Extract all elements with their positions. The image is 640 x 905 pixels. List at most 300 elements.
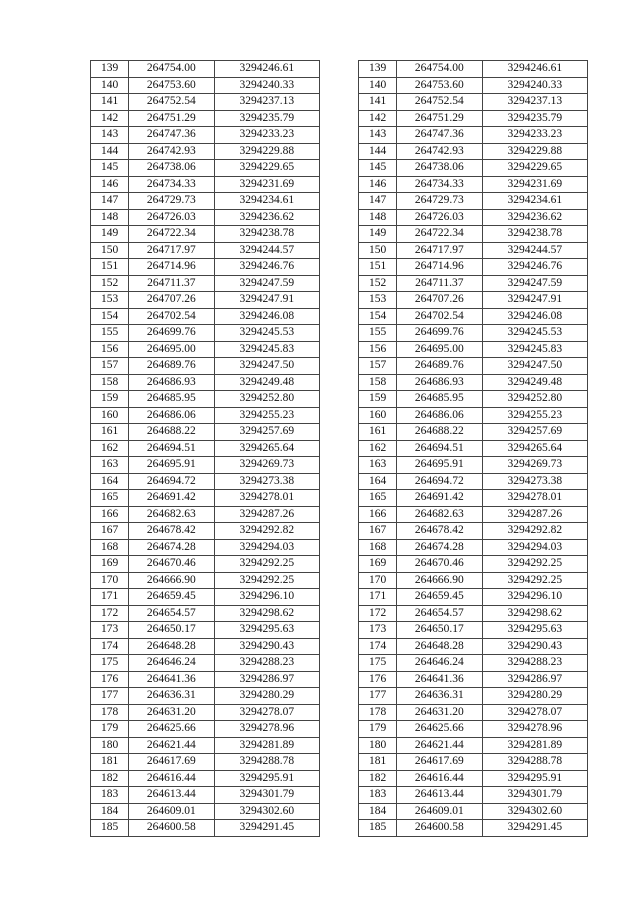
y-coordinate-cell: 3294288.78 xyxy=(214,754,319,771)
x-coordinate-cell: 264621.44 xyxy=(129,737,214,754)
y-coordinate-cell: 3294273.38 xyxy=(214,473,319,490)
point-number-cell: 162 xyxy=(359,440,397,457)
y-coordinate-cell: 3294252.80 xyxy=(214,391,319,408)
y-coordinate-cell: 3294246.76 xyxy=(214,259,319,276)
y-coordinate-cell: 3294229.88 xyxy=(214,143,319,160)
y-coordinate-cell: 3294286.97 xyxy=(482,671,587,688)
point-number-cell: 145 xyxy=(91,160,129,177)
x-coordinate-cell: 264636.31 xyxy=(129,688,214,705)
table-row xyxy=(91,358,320,375)
point-number-cell: 170 xyxy=(91,572,129,589)
table-row xyxy=(91,209,320,226)
table-row xyxy=(359,803,588,820)
x-coordinate-cell: 264689.76 xyxy=(397,358,482,375)
table-row xyxy=(91,638,320,655)
table-row xyxy=(91,127,320,144)
y-coordinate-cell: 3294288.23 xyxy=(214,655,319,672)
x-coordinate-cell: 264600.58 xyxy=(397,820,482,837)
table-row xyxy=(91,589,320,606)
y-coordinate-cell: 3294231.69 xyxy=(214,176,319,193)
point-number-cell: 155 xyxy=(91,325,129,342)
x-coordinate-cell: 264648.28 xyxy=(129,638,214,655)
point-number-cell: 165 xyxy=(359,490,397,507)
x-coordinate-cell: 264659.45 xyxy=(397,589,482,606)
x-coordinate-cell: 264674.28 xyxy=(397,539,482,556)
y-coordinate-cell: 3294240.33 xyxy=(482,77,587,94)
table-row xyxy=(91,325,320,342)
table-row xyxy=(359,209,588,226)
table-row xyxy=(91,407,320,424)
table-row xyxy=(359,622,588,639)
x-coordinate-cell: 264691.42 xyxy=(397,490,482,507)
x-coordinate-cell: 264699.76 xyxy=(397,325,482,342)
table-row xyxy=(359,820,588,837)
x-coordinate-cell: 264717.97 xyxy=(397,242,482,259)
coordinate-table-body xyxy=(359,61,588,837)
point-number-cell: 153 xyxy=(91,292,129,309)
y-coordinate-cell: 3294234.61 xyxy=(214,193,319,210)
x-coordinate-cell: 264702.54 xyxy=(129,308,214,325)
y-coordinate-cell: 3294247.59 xyxy=(214,275,319,292)
x-coordinate-cell: 264747.36 xyxy=(129,127,214,144)
x-coordinate-cell: 264729.73 xyxy=(397,193,482,210)
y-coordinate-cell: 3294240.33 xyxy=(214,77,319,94)
point-number-cell: 156 xyxy=(359,341,397,358)
point-number-cell: 150 xyxy=(91,242,129,259)
x-coordinate-cell: 264726.03 xyxy=(129,209,214,226)
table-row xyxy=(359,770,588,787)
x-coordinate-cell: 264726.03 xyxy=(397,209,482,226)
x-coordinate-cell: 264691.42 xyxy=(129,490,214,507)
x-coordinate-cell: 264646.24 xyxy=(129,655,214,672)
x-coordinate-cell: 264636.31 xyxy=(397,688,482,705)
x-coordinate-cell: 264714.96 xyxy=(397,259,482,276)
x-coordinate-cell: 264685.95 xyxy=(129,391,214,408)
x-coordinate-cell: 264625.66 xyxy=(129,721,214,738)
table-row xyxy=(359,275,588,292)
point-number-cell: 144 xyxy=(91,143,129,160)
x-coordinate-cell: 264695.91 xyxy=(397,457,482,474)
table-row xyxy=(359,589,588,606)
table-row xyxy=(91,490,320,507)
table-row xyxy=(91,803,320,820)
y-coordinate-cell: 3294234.61 xyxy=(482,193,587,210)
y-coordinate-cell: 3294291.45 xyxy=(214,820,319,837)
x-coordinate-cell: 264689.76 xyxy=(129,358,214,375)
y-coordinate-cell: 3294290.43 xyxy=(482,638,587,655)
x-coordinate-cell: 264695.91 xyxy=(129,457,214,474)
x-coordinate-cell: 264695.00 xyxy=(397,341,482,358)
x-coordinate-cell: 264752.54 xyxy=(397,94,482,111)
x-coordinate-cell: 264650.17 xyxy=(129,622,214,639)
y-coordinate-cell: 3294286.97 xyxy=(214,671,319,688)
y-coordinate-cell: 3294252.80 xyxy=(482,391,587,408)
point-number-cell: 166 xyxy=(359,506,397,523)
table-row xyxy=(91,539,320,556)
table-row xyxy=(91,605,320,622)
table-row xyxy=(91,572,320,589)
point-number-cell: 161 xyxy=(91,424,129,441)
point-number-cell: 168 xyxy=(359,539,397,556)
y-coordinate-cell: 3294292.25 xyxy=(482,572,587,589)
table-row xyxy=(359,721,588,738)
x-coordinate-cell: 264609.01 xyxy=(397,803,482,820)
point-number-cell: 152 xyxy=(359,275,397,292)
y-coordinate-cell: 3294280.29 xyxy=(214,688,319,705)
table-row xyxy=(359,193,588,210)
y-coordinate-cell: 3294245.53 xyxy=(482,325,587,342)
x-coordinate-cell: 264702.54 xyxy=(397,308,482,325)
point-number-cell: 168 xyxy=(91,539,129,556)
point-number-cell: 177 xyxy=(91,688,129,705)
x-coordinate-cell: 264685.95 xyxy=(397,391,482,408)
table-row xyxy=(91,61,320,78)
table-row xyxy=(91,424,320,441)
point-number-cell: 166 xyxy=(91,506,129,523)
x-coordinate-cell: 264646.24 xyxy=(397,655,482,672)
table-row xyxy=(359,424,588,441)
table-row xyxy=(91,820,320,837)
point-number-cell: 173 xyxy=(359,622,397,639)
x-coordinate-cell: 264641.36 xyxy=(397,671,482,688)
y-coordinate-cell: 3294235.79 xyxy=(482,110,587,127)
y-coordinate-cell: 3294247.59 xyxy=(482,275,587,292)
y-coordinate-cell: 3294237.13 xyxy=(214,94,319,111)
table-row xyxy=(91,391,320,408)
table-row xyxy=(91,506,320,523)
table-row xyxy=(91,770,320,787)
y-coordinate-cell: 3294244.57 xyxy=(482,242,587,259)
point-number-cell: 149 xyxy=(91,226,129,243)
point-number-cell: 172 xyxy=(359,605,397,622)
table-row xyxy=(91,341,320,358)
x-coordinate-cell: 264734.33 xyxy=(129,176,214,193)
point-number-cell: 163 xyxy=(359,457,397,474)
coordinate-table-right xyxy=(358,60,588,837)
y-coordinate-cell: 3294244.57 xyxy=(214,242,319,259)
x-coordinate-cell: 264600.58 xyxy=(129,820,214,837)
table-row xyxy=(91,193,320,210)
x-coordinate-cell: 264688.22 xyxy=(397,424,482,441)
point-number-cell: 159 xyxy=(359,391,397,408)
y-coordinate-cell: 3294278.01 xyxy=(214,490,319,507)
y-coordinate-cell: 3294281.89 xyxy=(214,737,319,754)
table-row xyxy=(359,655,588,672)
y-coordinate-cell: 3294233.23 xyxy=(214,127,319,144)
point-number-cell: 154 xyxy=(91,308,129,325)
point-number-cell: 169 xyxy=(91,556,129,573)
y-coordinate-cell: 3294249.48 xyxy=(482,374,587,391)
table-row xyxy=(359,490,588,507)
table-row xyxy=(359,754,588,771)
table-row xyxy=(359,638,588,655)
y-coordinate-cell: 3294291.45 xyxy=(482,820,587,837)
point-number-cell: 174 xyxy=(91,638,129,655)
point-number-cell: 146 xyxy=(359,176,397,193)
point-number-cell: 147 xyxy=(359,193,397,210)
table-row xyxy=(91,160,320,177)
point-number-cell: 169 xyxy=(359,556,397,573)
table-row xyxy=(91,292,320,309)
point-number-cell: 164 xyxy=(91,473,129,490)
y-coordinate-cell: 3294302.60 xyxy=(482,803,587,820)
x-coordinate-cell: 264609.01 xyxy=(129,803,214,820)
y-coordinate-cell: 3294269.73 xyxy=(214,457,319,474)
y-coordinate-cell: 3294247.91 xyxy=(482,292,587,309)
y-coordinate-cell: 3294280.29 xyxy=(482,688,587,705)
point-number-cell: 173 xyxy=(91,622,129,639)
x-coordinate-cell: 264641.36 xyxy=(129,671,214,688)
table-row xyxy=(91,440,320,457)
point-number-cell: 143 xyxy=(359,127,397,144)
x-coordinate-cell: 264617.69 xyxy=(397,754,482,771)
table-row xyxy=(359,242,588,259)
point-number-cell: 158 xyxy=(91,374,129,391)
point-number-cell: 184 xyxy=(91,803,129,820)
y-coordinate-cell: 3294292.25 xyxy=(214,556,319,573)
x-coordinate-cell: 264650.17 xyxy=(397,622,482,639)
y-coordinate-cell: 3294265.64 xyxy=(214,440,319,457)
point-number-cell: 150 xyxy=(359,242,397,259)
x-coordinate-cell: 264695.00 xyxy=(129,341,214,358)
coordinate-table-left xyxy=(90,60,320,837)
point-number-cell: 177 xyxy=(359,688,397,705)
x-coordinate-cell: 264674.28 xyxy=(129,539,214,556)
y-coordinate-cell: 3294288.23 xyxy=(482,655,587,672)
x-coordinate-cell: 264625.66 xyxy=(397,721,482,738)
x-coordinate-cell: 264722.34 xyxy=(129,226,214,243)
y-coordinate-cell: 3294292.25 xyxy=(214,572,319,589)
table-row xyxy=(359,506,588,523)
y-coordinate-cell: 3294301.79 xyxy=(482,787,587,804)
table-row xyxy=(359,143,588,160)
y-coordinate-cell: 3294278.07 xyxy=(482,704,587,721)
table-row xyxy=(359,259,588,276)
x-coordinate-cell: 264694.51 xyxy=(397,440,482,457)
table-row xyxy=(91,737,320,754)
y-coordinate-cell: 3294278.07 xyxy=(214,704,319,721)
point-number-cell: 171 xyxy=(91,589,129,606)
x-coordinate-cell: 264729.73 xyxy=(129,193,214,210)
y-coordinate-cell: 3294278.96 xyxy=(214,721,319,738)
point-number-cell: 167 xyxy=(91,523,129,540)
x-coordinate-cell: 264714.96 xyxy=(129,259,214,276)
point-number-cell: 139 xyxy=(359,61,397,78)
x-coordinate-cell: 264670.46 xyxy=(397,556,482,573)
x-coordinate-cell: 264747.36 xyxy=(397,127,482,144)
y-coordinate-cell: 3294233.23 xyxy=(482,127,587,144)
y-coordinate-cell: 3294229.65 xyxy=(482,160,587,177)
table-row xyxy=(91,622,320,639)
y-coordinate-cell: 3294238.78 xyxy=(482,226,587,243)
table-row xyxy=(359,572,588,589)
table-row xyxy=(91,721,320,738)
y-coordinate-cell: 3294292.82 xyxy=(482,523,587,540)
table-row xyxy=(91,523,320,540)
table-row xyxy=(359,374,588,391)
x-coordinate-cell: 264613.44 xyxy=(397,787,482,804)
point-number-cell: 154 xyxy=(359,308,397,325)
y-coordinate-cell: 3294287.26 xyxy=(214,506,319,523)
x-coordinate-cell: 264678.42 xyxy=(397,523,482,540)
point-number-cell: 143 xyxy=(91,127,129,144)
x-coordinate-cell: 264678.42 xyxy=(129,523,214,540)
point-number-cell: 160 xyxy=(91,407,129,424)
table-row xyxy=(359,110,588,127)
y-coordinate-cell: 3294247.50 xyxy=(482,358,587,375)
y-coordinate-cell: 3294257.69 xyxy=(214,424,319,441)
x-coordinate-cell: 264631.20 xyxy=(397,704,482,721)
table-row xyxy=(91,671,320,688)
x-coordinate-cell: 264694.51 xyxy=(129,440,214,457)
x-coordinate-cell: 264734.33 xyxy=(397,176,482,193)
y-coordinate-cell: 3294296.10 xyxy=(214,589,319,606)
table-row xyxy=(359,407,588,424)
x-coordinate-cell: 264682.63 xyxy=(397,506,482,523)
point-number-cell: 176 xyxy=(91,671,129,688)
table-row xyxy=(359,358,588,375)
y-coordinate-cell: 3294245.83 xyxy=(214,341,319,358)
y-coordinate-cell: 3294278.01 xyxy=(482,490,587,507)
x-coordinate-cell: 264617.69 xyxy=(129,754,214,771)
point-number-cell: 139 xyxy=(91,61,129,78)
table-row xyxy=(91,473,320,490)
point-number-cell: 146 xyxy=(91,176,129,193)
table-row xyxy=(91,275,320,292)
table-row xyxy=(91,704,320,721)
y-coordinate-cell: 3294246.08 xyxy=(214,308,319,325)
x-coordinate-cell: 264688.22 xyxy=(129,424,214,441)
y-coordinate-cell: 3294269.73 xyxy=(482,457,587,474)
point-number-cell: 141 xyxy=(359,94,397,111)
point-number-cell: 178 xyxy=(91,704,129,721)
x-coordinate-cell: 264654.57 xyxy=(129,605,214,622)
y-coordinate-cell: 3294298.62 xyxy=(214,605,319,622)
y-coordinate-cell: 3294247.91 xyxy=(214,292,319,309)
x-coordinate-cell: 264717.97 xyxy=(129,242,214,259)
table-row xyxy=(359,440,588,457)
x-coordinate-cell: 264659.45 xyxy=(129,589,214,606)
point-number-cell: 142 xyxy=(359,110,397,127)
point-number-cell: 151 xyxy=(91,259,129,276)
point-number-cell: 172 xyxy=(91,605,129,622)
point-number-cell: 181 xyxy=(91,754,129,771)
point-number-cell: 152 xyxy=(91,275,129,292)
y-coordinate-cell: 3294292.25 xyxy=(482,556,587,573)
table-row xyxy=(359,704,588,721)
point-number-cell: 182 xyxy=(91,770,129,787)
y-coordinate-cell: 3294295.63 xyxy=(482,622,587,639)
table-row xyxy=(91,77,320,94)
point-number-cell: 158 xyxy=(359,374,397,391)
y-coordinate-cell: 3294246.61 xyxy=(482,61,587,78)
x-coordinate-cell: 264742.93 xyxy=(129,143,214,160)
table-row xyxy=(91,374,320,391)
y-coordinate-cell: 3294298.62 xyxy=(482,605,587,622)
table-row xyxy=(359,160,588,177)
table-row xyxy=(359,737,588,754)
point-number-cell: 151 xyxy=(359,259,397,276)
point-number-cell: 174 xyxy=(359,638,397,655)
table-row xyxy=(359,61,588,78)
y-coordinate-cell: 3294235.79 xyxy=(214,110,319,127)
x-coordinate-cell: 264754.00 xyxy=(397,61,482,78)
x-coordinate-cell: 264738.06 xyxy=(129,160,214,177)
y-coordinate-cell: 3294246.76 xyxy=(482,259,587,276)
table-row xyxy=(359,671,588,688)
point-number-cell: 157 xyxy=(359,358,397,375)
table-row xyxy=(91,787,320,804)
x-coordinate-cell: 264752.54 xyxy=(129,94,214,111)
y-coordinate-cell: 3294295.91 xyxy=(482,770,587,787)
point-number-cell: 182 xyxy=(359,770,397,787)
point-number-cell: 183 xyxy=(91,787,129,804)
point-number-cell: 165 xyxy=(91,490,129,507)
point-number-cell: 155 xyxy=(359,325,397,342)
x-coordinate-cell: 264694.72 xyxy=(397,473,482,490)
point-number-cell: 163 xyxy=(91,457,129,474)
y-coordinate-cell: 3294287.26 xyxy=(482,506,587,523)
table-row xyxy=(359,176,588,193)
table-row xyxy=(91,94,320,111)
point-number-cell: 170 xyxy=(359,572,397,589)
point-number-cell: 181 xyxy=(359,754,397,771)
table-row xyxy=(91,143,320,160)
point-number-cell: 162 xyxy=(91,440,129,457)
table-row xyxy=(359,94,588,111)
table-row xyxy=(91,226,320,243)
point-number-cell: 164 xyxy=(359,473,397,490)
y-coordinate-cell: 3294302.60 xyxy=(214,803,319,820)
point-number-cell: 178 xyxy=(359,704,397,721)
x-coordinate-cell: 264682.63 xyxy=(129,506,214,523)
point-number-cell: 153 xyxy=(359,292,397,309)
x-coordinate-cell: 264631.20 xyxy=(129,704,214,721)
point-number-cell: 144 xyxy=(359,143,397,160)
x-coordinate-cell: 264707.26 xyxy=(397,292,482,309)
x-coordinate-cell: 264694.72 xyxy=(129,473,214,490)
table-row xyxy=(359,539,588,556)
table-row xyxy=(91,688,320,705)
y-coordinate-cell: 3294246.08 xyxy=(482,308,587,325)
x-coordinate-cell: 264686.93 xyxy=(129,374,214,391)
table-row xyxy=(91,556,320,573)
y-coordinate-cell: 3294294.03 xyxy=(214,539,319,556)
point-number-cell: 171 xyxy=(359,589,397,606)
y-coordinate-cell: 3294236.62 xyxy=(214,209,319,226)
table-row xyxy=(359,523,588,540)
y-coordinate-cell: 3294255.23 xyxy=(482,407,587,424)
point-number-cell: 157 xyxy=(91,358,129,375)
y-coordinate-cell: 3294237.13 xyxy=(482,94,587,111)
y-coordinate-cell: 3294273.38 xyxy=(482,473,587,490)
table-row xyxy=(91,655,320,672)
table-row xyxy=(359,605,588,622)
y-coordinate-cell: 3294229.65 xyxy=(214,160,319,177)
table-row xyxy=(359,341,588,358)
y-coordinate-cell: 3294288.78 xyxy=(482,754,587,771)
y-coordinate-cell: 3294229.88 xyxy=(482,143,587,160)
table-row xyxy=(91,242,320,259)
point-number-cell: 176 xyxy=(359,671,397,688)
x-coordinate-cell: 264751.29 xyxy=(129,110,214,127)
coordinate-table-body xyxy=(91,61,320,837)
y-coordinate-cell: 3294249.48 xyxy=(214,374,319,391)
table-row xyxy=(91,308,320,325)
point-number-cell: 175 xyxy=(359,655,397,672)
x-coordinate-cell: 264613.44 xyxy=(129,787,214,804)
point-number-cell: 180 xyxy=(359,737,397,754)
